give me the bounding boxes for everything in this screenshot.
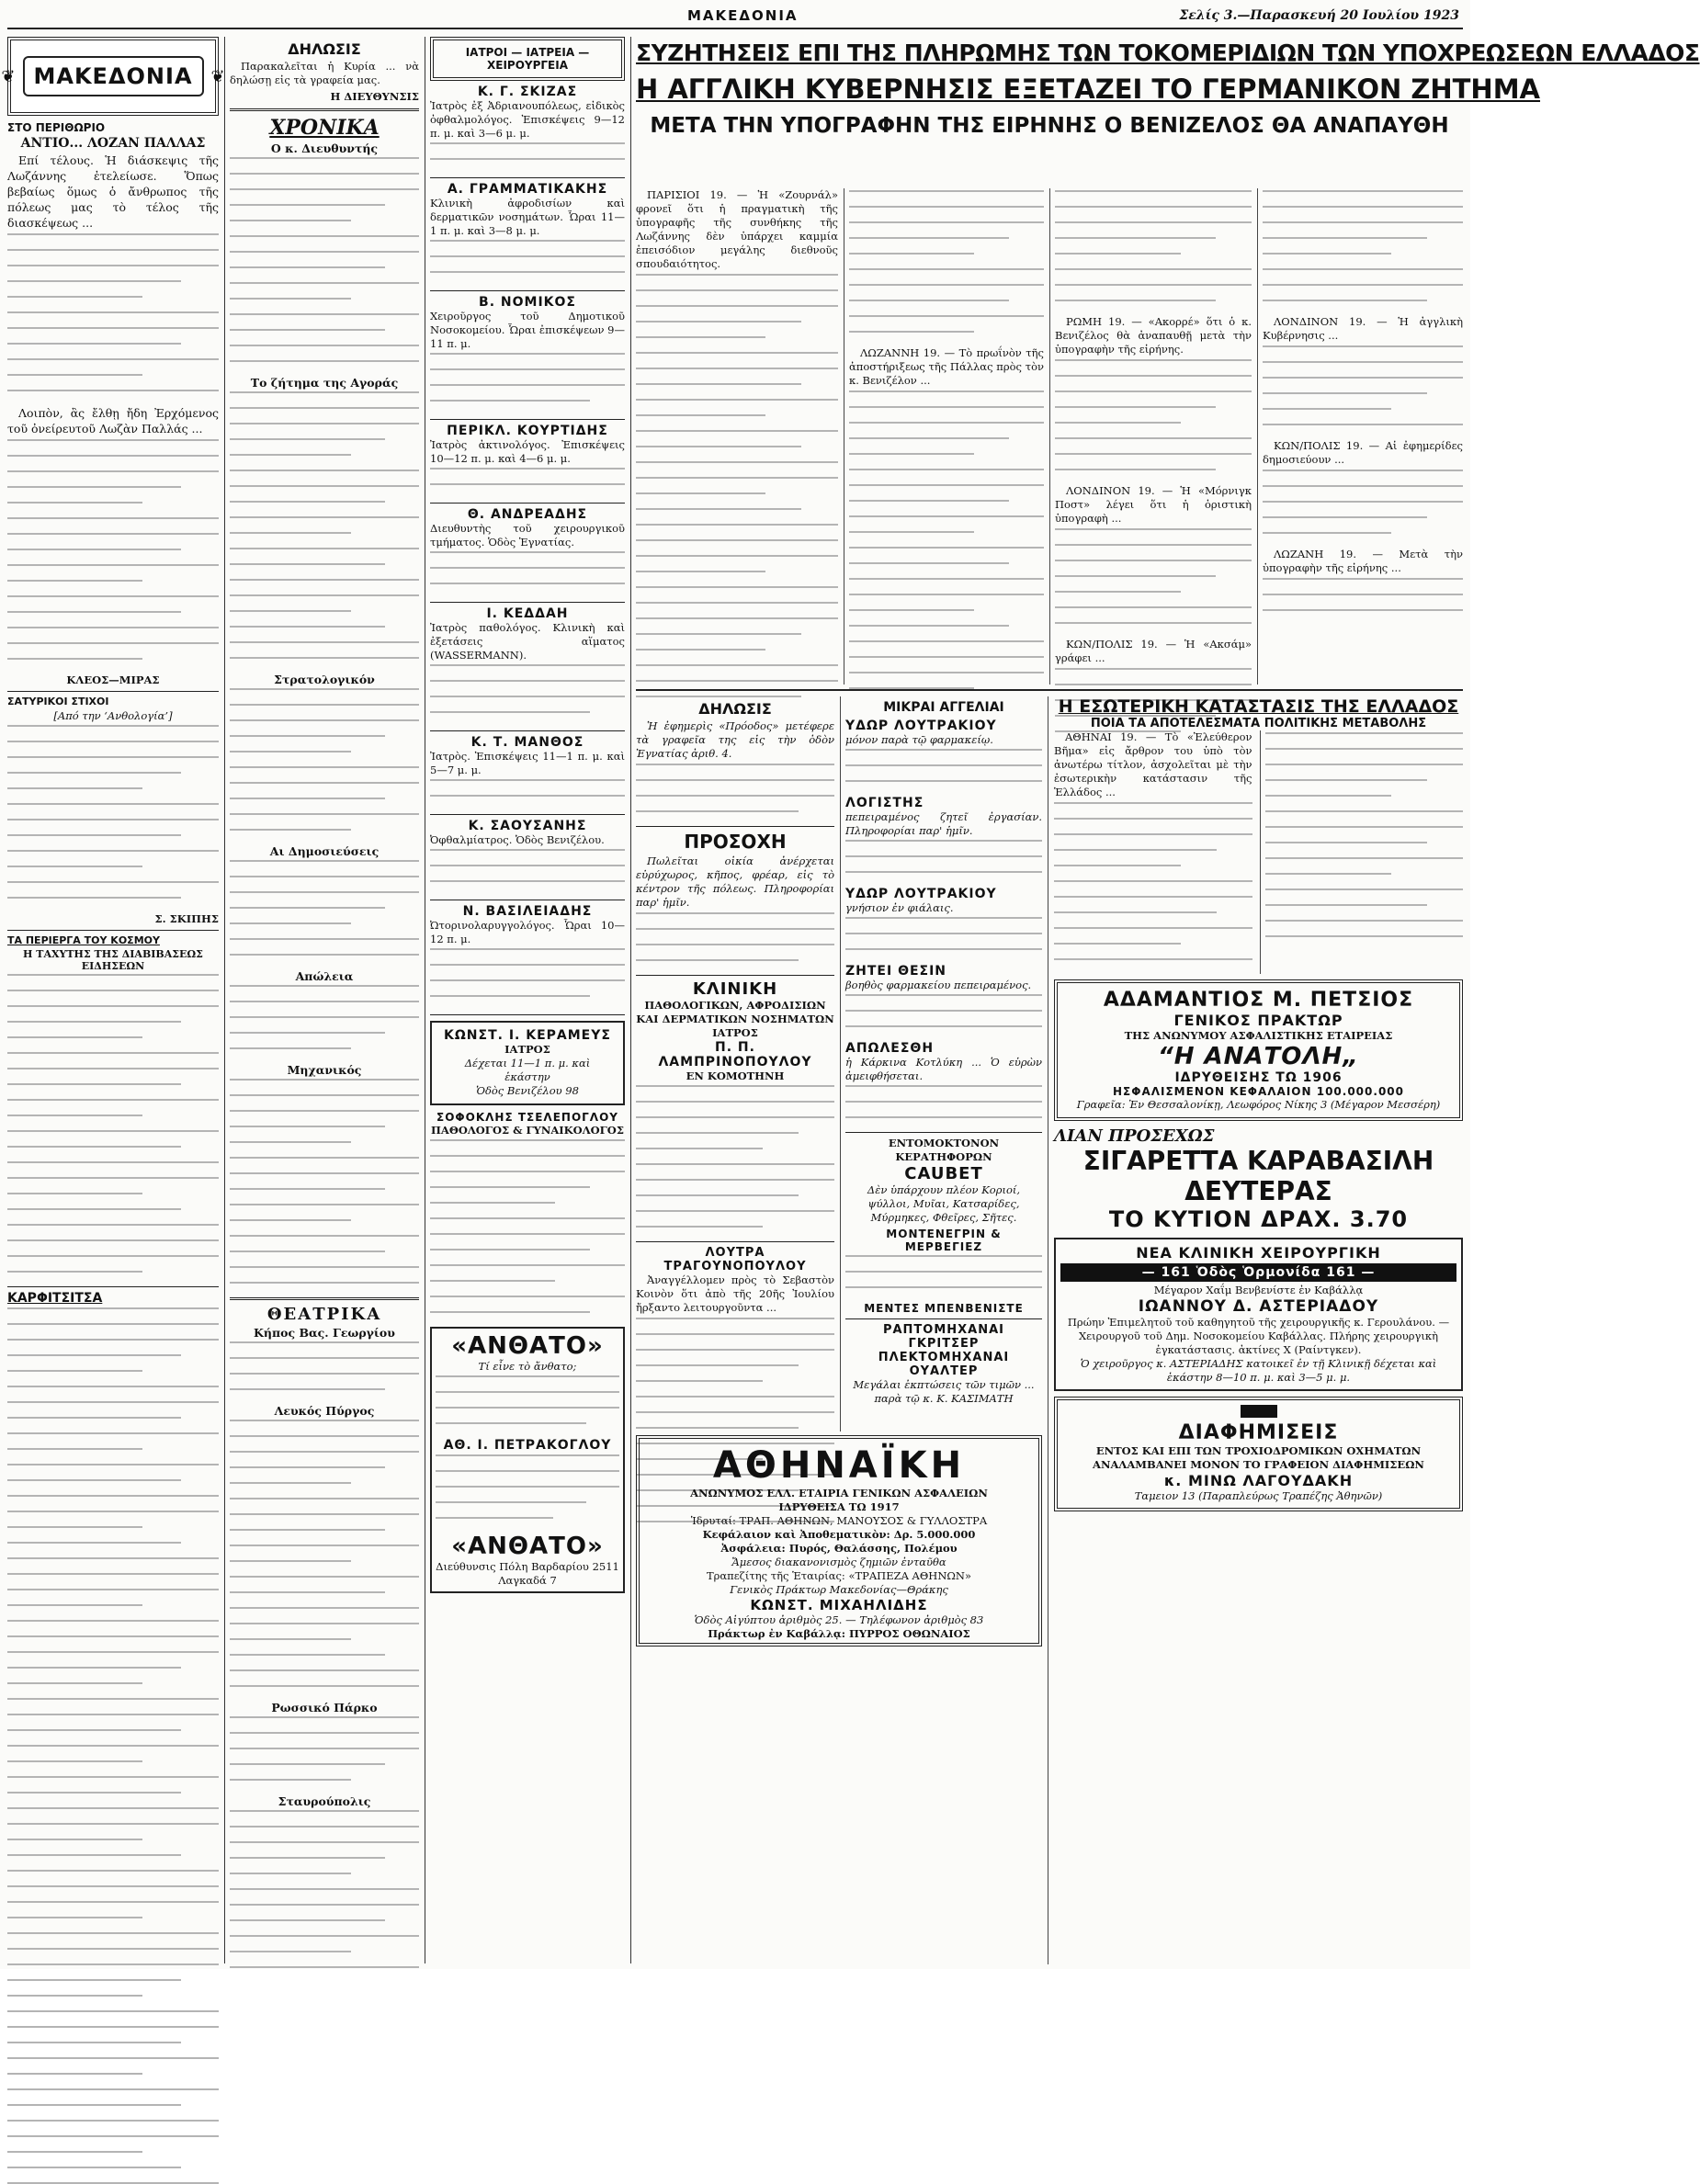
article-subtitle: ΠΟΙΑ ΤΑ ΑΠΟΤΕΛΕΣΜΑΤΑ ΠΟΛΙΤΙΚΗΣ ΜΕΤΑΒΟΛΗΣ: [1090, 717, 1427, 730]
text-lines: [845, 1255, 1042, 1288]
ad-title: Ι. ΚΕΔΔΑΗ: [486, 606, 569, 621]
text-lines: [230, 1420, 419, 1687]
classified-heading: ΥΔΩΡ ΛΟΥΤΡΑΚΙΟΥ: [845, 887, 997, 901]
text-lines: [430, 849, 625, 882]
page-header: [7, 6, 1463, 29]
ad-title: “Η ΑΝΑΤΟΛΗ„: [1157, 1043, 1360, 1070]
ad-line: ΗΣΦΑΛΙΣΜΕΝΟΝ ΚΕΦΑΛΑΙΟΝ 100.000.000: [1113, 1085, 1404, 1098]
classified-item: [845, 964, 1042, 1027]
paragraph: ΡΩΜΗ 19. — «Ακορρέ» ὅτι ὁ κ. Βενιζέλος θὰ ἀναπαυθῇ μετὰ τὴν ὑπογραφὴν τῆς εἰρήνης.: [1055, 315, 1252, 356]
text-lines: [430, 468, 625, 485]
ad-body: Διευθυντὴς τοῦ χειρουργικοῦ τμήματος. Ὁδὸς Ἐγνατίας.: [430, 522, 625, 549]
paragraph: Ἀναγγέλλομεν πρὸς τὸ Σεβαστὸν Κοινὸν ὅτι ἀπὸ τῆς 20ῆς Ἰουλίου ἤρξαντο λειτουργοῦντα ...: [636, 1273, 834, 1314]
text-lines: [1263, 190, 1463, 301]
text-lines: [636, 912, 834, 961]
paragraph: Πωλεῖται οἰκία ἀνέρχεται εὐρύχωρος, κῆπος, φρέαρ, εἰς τὸ κέντρον τῆς πόλεως. Πληροφορίαι παρ' ἡμῖν.: [636, 854, 834, 909]
ad-raptomixanai: [845, 1323, 1042, 1406]
ad-line: Ὁδὸς Βενιζέλου 98: [476, 1084, 579, 1097]
text-lines: [430, 779, 625, 797]
item-heading: Το ζήτημα της Αγοράς: [250, 376, 399, 390]
dispatch: [1263, 548, 1463, 575]
classified-body: πεπειραμένος ζητεῖ ἐργασίαν. Πληροφορίαι παρ' ἡμῖν.: [845, 810, 1042, 837]
section-title: ΔΗΛΩΣΙΣ: [288, 40, 361, 58]
classified-heading: ΛΟΓΙΣΤΗΣ: [845, 796, 924, 810]
ad-title: Κ. Γ. ΣΚΙΖΑΣ: [477, 85, 578, 99]
ad-title: «ΑΝΘΑΤΟ»: [451, 1332, 604, 1360]
divider: [636, 826, 834, 827]
ad-body: Ἰατρὸς παθολόγος. Κλινικὴ καὶ ἐξετάσεις αἵματος (WASSERMANN).: [430, 621, 625, 662]
article-body: [7, 153, 219, 660]
doctor-ad: [430, 178, 625, 291]
dispatch: [1055, 484, 1252, 526]
ad-diafimiseis: [1054, 1397, 1463, 1511]
paragraph: ΑΘΗΝΑΙ 19. — Τὸ «Ἐλεύθερον Βῆμα» εἰς ἄρθρον του ὑπὸ τὸν ἀνωτέρω τίτλον, ἀσχολεῖται μὲ τὴν ἐσωτερικὴν κατάστασιν τῆς Ἑλλάδος ...: [1054, 730, 1252, 798]
text-lines: [1263, 345, 1463, 425]
ad-subtitle: ΑΝΩΝΥΜΟΣ ΕΛΛ. ΕΤΑΙΡΙΑ ΓΕΝΙΚΩΝ ΑΣΦΑΛΕΙΩΝ: [690, 1487, 988, 1499]
dispatch: [1055, 315, 1252, 356]
ad-caubet: [845, 1137, 1042, 1315]
classified-item: [845, 719, 1042, 782]
dispatch: [1263, 315, 1463, 343]
ad-line: Πράκτωρ ἐν Καβάλλᾳ: ΠΥΡΡΟΣ ΟΘΩΝΑΙΟΣ: [708, 1627, 970, 1640]
ad-title: ΚΩΝΣΤ. ΜΙΧΑΗΛΙΔΗΣ: [750, 1597, 928, 1613]
notice-signature: Η ΔΙΕΥΘΥΝΣΙΣ: [330, 90, 419, 103]
text-lines: [7, 974, 219, 1273]
paragraph: ΠΑΡΙΣΙΟΙ 19. — Ἡ «Ζουρνάλ» φρονεῖ ὅτι ἡ πραγματικὴ τῆς ὑπογραφῆς τῆς συνθήκης τῆς Λωζάννης δὲν ὑπάρχει καμμία ἐπεισόδιον μεγάλης διεθνοῦς σπουδαιότητος.: [636, 188, 838, 270]
article-col: [1054, 730, 1252, 974]
divider: [845, 1132, 1042, 1133]
ad-line: ΙΔΡΥΘΕΙΣΗΣ ΤΩ 1906: [1174, 1070, 1343, 1085]
text-lines: [430, 240, 625, 273]
ad-title: ΙΩΑΝΝΟΥ Δ. ΑΣΤΕΡΙΑΔΟΥ: [1138, 1297, 1379, 1316]
notice-body: [636, 719, 834, 761]
ad-subtitle: ΠΑΘΟΛΟΓΙΚΩΝ, ΑΦΡΟΔΙΣΙΩΝ ΚΑΙ ΔΕΡΜΑΤΙΚΩΝ ΝΟΣΗΜΑΤΩΝ: [636, 999, 834, 1025]
right-column: [1048, 696, 1463, 1964]
item-heading: Λευκός Πύργος: [274, 1404, 375, 1418]
dispatch: [1055, 638, 1252, 665]
text-lines: [230, 157, 419, 362]
text-lines: [430, 551, 625, 584]
ad-teaser: ΛΙΑΝ ΠΡΟΣΕΧΩΣ: [1054, 1126, 1215, 1146]
ad-line: Γενικὸς Πράκτωρ Μακεδονίας—Θράκης: [730, 1583, 948, 1596]
text-lines: [1263, 470, 1463, 534]
paragraph: Παρακαλεῖται ἡ Κυρία ... νὰ δηλώσῃ εἰς τὰ γραφεία μας.: [230, 60, 419, 86]
ad-cigarette: [1054, 1146, 1463, 1232]
section-title: ΘΕΑΤΡΙΚΑ: [266, 1305, 382, 1324]
doctor-ad: [430, 900, 625, 1015]
doctor-ad: [430, 731, 625, 815]
ad-title: κ. ΜΙΝΩ ΛΑΓΟΥΔΑΚΗ: [1163, 1472, 1354, 1489]
ad-anthato: [430, 1327, 625, 1593]
ad-title: ΛΟΥΤΡΑ ΤΡΑΓΟΥΝΟΠΟΥΛΟΥ: [663, 1246, 807, 1273]
column-3: [430, 37, 625, 1964]
ad-line: Ὁ χειροῦργος κ. ΑΣΤΕΡΙΑΔΗΣ κατοικεῖ ἐν τῇ Κλινικῇ δέχεται καὶ ἑκάστην 8—10 π. μ. καὶ 3—5 μ. μ.: [1080, 1357, 1437, 1384]
ad-title: Κ. ΣΑΟΥΣΑΝΗΣ: [468, 819, 587, 833]
dispatch: [636, 188, 838, 271]
divider: [7, 1286, 219, 1287]
classified-list: [845, 719, 1042, 1118]
divider: [636, 975, 834, 976]
ad-nea-kliniki: [1054, 1238, 1463, 1391]
ad-title: ΜΕΝΤΕΣ ΜΠΕΝΒΕΝΙΣΤΕ: [864, 1302, 1024, 1315]
headline-3: ΜΕΤΑ ΤΗΝ ΥΠΟΓΡΑΦΗΝ ΤΗΣ ΕΙΡΗΝΗΣ Ο ΒΕΝΙΖΕΛΟΣ ΘΑ ΑΝΑΠΑΥΘΗ: [650, 114, 1449, 138]
ad-line: ΑΝΑΛΑΜΒΑΝΕΙ ΜΟΝΟΝ ΤΟ ΓΡΑΦΕΙΟΝ ΔΙΑΦΗΜΙΣΕΩΝ: [1093, 1458, 1424, 1471]
classified-item: [845, 887, 1042, 950]
text-lines: [430, 1139, 625, 1313]
ad-body: Χειροῦργος τοῦ Δημοτικοῦ Νοσοκομείου. Ὧραι ἐπισκέψεων 9—11 π. μ.: [430, 310, 625, 350]
item-heading: Απώλεια: [295, 969, 354, 983]
ad-body: Ὠτορινολαρυγγολόγος. Ὧραι 10—12 π. μ.: [430, 919, 625, 945]
doctor-ad: [430, 603, 625, 731]
ad-subtitle: ΤΟ ΚΥΤΙΟΝ ΔΡΑΧ. 3.70: [1108, 1206, 1409, 1232]
ad-title: ΠΕΡΙΚΛ. ΚΟΥΡΤΙΔΗΣ: [447, 424, 608, 438]
ornament-icon: ❦: [1, 66, 16, 86]
main-col-2: [844, 188, 1044, 685]
section-title: ΔΗΛΩΣΙΣ: [698, 700, 772, 718]
article-col: [1260, 730, 1464, 974]
text-lines: [1263, 578, 1463, 611]
text-lines: [430, 142, 625, 160]
text-lines: [1055, 528, 1252, 624]
ad-subtitle: ΓΕΝΙΚΟΣ ΠΡΑΚΤΩΡ: [1173, 1012, 1343, 1029]
ad-line: Ταμειον 13 (Παραπλεύρως Τραπέζης Ἀθηνῶν): [1134, 1489, 1383, 1502]
doctor-ad: [430, 420, 625, 504]
article-columns: [1054, 730, 1463, 974]
article-body: [7, 974, 219, 1273]
ad-subtitle: ΠΑΘΟΛΟΓΟΣ & ΓΥΝΑΙΚΟΛΟΓΟΣ: [431, 1124, 624, 1137]
header-paper-name: ΜΑΚΕΔΟΝΙΑ: [687, 7, 799, 24]
ad-line: Ἀσφάλεια: Πυρός, Θαλάσσης, Πολέμου: [720, 1542, 958, 1555]
ad-line: Κεφάλαιον καὶ Ἀποθεματικὸν: Δρ. 5.000.000: [702, 1528, 976, 1541]
ornament-icon: ❦: [210, 66, 225, 86]
ad-body: Ὀφθαλμίατρος. Ὁδὸς Βενιζέλου.: [430, 833, 605, 846]
text-lines: [230, 1079, 419, 1284]
text-lines: [230, 391, 419, 659]
ad-title: ΠΛΕΚΤΟΜΗΧΑΝΑΙ ΟΥΑΛΤΕΡ: [878, 1351, 1010, 1378]
text-lines: [845, 840, 1042, 873]
paragraph: ΚΩΝ/ΠΟΛΙΣ 19. — Ἡ «Ακσάμ» γράφει ...: [1055, 638, 1252, 664]
text-lines: [845, 1085, 1042, 1118]
dispatch: [849, 346, 1044, 388]
ad-line: ΕΝΤΟΣ ΚΑΙ ΕΠΙ ΤΩΝ ΤΡΟΧΙΟΔΡΟΜΙΚΩΝ ΟΧΗΜΑΤΩΝ: [1095, 1444, 1422, 1457]
ad-title: ΔΙΑΦΗΜΙΣΕΙΣ: [1178, 1421, 1339, 1444]
ad-body: Κλινικὴ ἀφροδισίων καὶ δερματικῶν νοσημάτων. Ὧραι 11—1 π. μ. καὶ 3—8 μ. μ.: [430, 197, 625, 237]
text-lines: [230, 1341, 419, 1390]
ad-title: Θ. ΑΝΔΡΕΑΔΗΣ: [467, 507, 588, 522]
ad-petsios: [1054, 979, 1463, 1121]
section-title: ΣΑΤΥΡΙΚΟΙ ΣΤΙΧΟΙ: [7, 696, 109, 707]
ad-line: Τί εἶνε τὸ ἄνθατο;: [478, 1360, 577, 1373]
ad-line: ΤΗΣ ΑΝΩΝΥΜΟΥ ΑΣΦΑΛΙΣΤΙΚΗΣ ΕΤΑΙΡΕΙΑΣ: [1124, 1029, 1393, 1042]
item-heading: Μηχανικός: [287, 1063, 362, 1077]
column-rule: [630, 37, 631, 1963]
headline-2: Η ΑΓΓΛΙΚΗ ΚΥΒΕΡΝΗΣΙΣ ΕΞΕΤΑΖΕΙ ΤΟ ΓΕΡΜΑΝΙΚΟΝ ΖΗΤΗΜΑ: [636, 74, 1541, 105]
classified-heading: ΥΔΩΡ ΛΟΥΤΡΑΚΙΟΥ: [845, 719, 997, 733]
ad-body: Ἰατρὸς ἀκτινολόγος. Ἐπισκέψεις 10—12 π. μ. καὶ 4—6 μ. μ.: [430, 438, 625, 465]
main-headlines: [636, 37, 1700, 184]
text-lines: [636, 764, 834, 812]
divider: [845, 1318, 1042, 1319]
verse-subtitle: [Από την ‘Ανθολογία’]: [53, 709, 173, 722]
ad-title: Β. ΝΟΜΙΚΟΣ: [479, 295, 576, 310]
text-lines: [230, 1716, 419, 1781]
doctor-ad: [430, 81, 625, 178]
classified-heading: ΑΠΩΛΕΣΘΗ: [845, 1041, 935, 1056]
text-lines: [436, 1375, 619, 1424]
ad-subtitle: ΙΑΤΡΟΣ: [504, 1043, 550, 1056]
section-title: ΜΙΚΡΑΙ ΑΓΓΕΛΙΑΙ: [883, 700, 1004, 715]
ad-body: Ἰατρὸς ἐξ Ἀδριανουπόλεως, εἰδικὸς ὀφθαλμολόγος. Ἐπισκέψεις 9—12 π. μ. καὶ 3—6 μ. μ.: [430, 99, 625, 140]
ad-line: ΙΔΡΥΘΕΙΣΑ ΤΩ 1917: [778, 1500, 900, 1513]
text-lines: [436, 1454, 619, 1519]
classified-item: [845, 796, 1042, 873]
main-col-3: [1049, 188, 1252, 685]
ad-title: ΑΘ. Ι. ΠΕΤΡΑΚΟΓΛΟΥ: [443, 1438, 612, 1453]
mid-left-column: [636, 696, 834, 1431]
ad-line: ΙΑΤΡΟΣ: [712, 1026, 758, 1039]
text-lines: [849, 190, 1044, 333]
ad-body: [636, 1273, 834, 1315]
divider: [7, 930, 219, 931]
ad-tselepoglou: [430, 1111, 625, 1313]
text-lines: [430, 353, 625, 402]
main-col-4: [1257, 188, 1463, 685]
paragraph: Επί τέλους. Ἡ διάσκεψις τῆς Λωζάννης ἐτελείωσε. Ὅπως βεβαίως ὅμως ὁ ἄνθρωπος τῆς πόλεως μας τὸ τέλος τῆς διασκέψεως ...: [7, 153, 219, 230]
ad-title: ΣΟΦΟΚΛΗΣ ΤΣΕΛΕΠΟΓΛΟΥ: [436, 1111, 618, 1124]
ad-body: Ἰατρὸς. Ἐπισκέψεις 11—1 π. μ. καὶ 5—7 μ. μ.: [430, 750, 625, 776]
mid-center-column: [840, 696, 1042, 1431]
classified-body: μόνον παρὰ τῷ φαρμακείῳ.: [845, 733, 993, 746]
text-lines: [230, 985, 419, 1049]
ad-title: «ΑΝΘΑΤΟ»: [451, 1533, 604, 1560]
classified-body: ἡ Κάρκινα Κοτλύκη ... Ὁ εὑρὼν ἀμειφθήσεται.: [845, 1056, 1042, 1082]
section-title: ΤΑ ΠΕΡΙΕΡΓΑ ΤΟΥ ΚΟΣΜΟΥ: [7, 934, 160, 946]
text-lines: [1055, 359, 1252, 470]
ad-line: Ἱδρυταί: ΤΡΑΠ. ΑΘΗΝΩΝ, ΜΑΝΟΥΣΟΣ & ΓΥΛΛΟΣΤΡΑ: [690, 1514, 988, 1527]
ad-line: Μέγαρον Χαΐμ Βενβενίστε ἐν Καβάλλᾳ: [1153, 1284, 1364, 1296]
ad-title: ΡΑΠΤΟΜΗΧΑΝΑΙ ΓΚΡΙΤΣΕΡ: [882, 1323, 1005, 1351]
item-heading: Σταυρούπολις: [278, 1794, 371, 1808]
ad-line: ἑκάστην: [504, 1070, 550, 1083]
ad-line: Μεγάλαι ἐκπτώσεις τῶν τιμῶν ... παρὰ τῷ κ. Κ. ΚΑΣΙΜΑΤΗ: [853, 1378, 1035, 1405]
text-lines: [430, 948, 625, 997]
paragraph: ΛΟΝΔΙΝΟΝ 19. — Ἡ ἀγγλικὴ Κυβέρνησις ...: [1263, 315, 1463, 342]
text-lines: [7, 1307, 219, 2184]
classified-item: [845, 1041, 1042, 1118]
article-title: Η ΕΣΩΤΕΡΙΚΗ ΚΑΤΑΣΤΑΣΙΣ ΤΗΣ ΕΛΛΑΔΟΣ: [1058, 696, 1459, 717]
divider: [636, 689, 1463, 691]
section-title: ΠΡΟΣΟΧΗ: [684, 831, 787, 853]
ad-line: Διεύθυνσις Πόλη Βαρδαρίου 2511 Λαγκαδά 7: [436, 1560, 619, 1587]
ad-line: Ὁδὸς Αἰγύπτου ἀριθμὸς 25. — Τηλέφωνον ἀριθμὸς 83: [694, 1613, 984, 1626]
headline-1: ΣΥΖΗΤΗΣΕΙΣ ΕΠΙ ΤΗΣ ΠΛΗΡΩΜΗΣ ΤΩΝ ΤΟΚΟΜΕΡΙΔΙΩΝ ΤΩΝ ΥΠΟΧΡΕΩΣΕΩΝ ΕΛΛΑΔΟΣ: [636, 40, 1700, 66]
column-2: [230, 37, 419, 1964]
notice-body: [230, 60, 419, 87]
ad-title: ΣΙΓΑΡΕΤΤΑ ΚΑΡΑΒΑΣΙΛΗ ΔΕΥΤΕΡΑΣ: [1082, 1146, 1434, 1206]
masthead-banner: [1, 37, 225, 116]
ad-title: ΚΛΙΝΙΚΗ: [692, 979, 778, 999]
text-lines: [849, 390, 1044, 689]
paragraph: ΛΩΖΑΝΝΗ 19. — Τὸ πρωΐνὸν τῆς ἀποστήριξεως τῆς Πάλλας πρὸς τὸν κ. Βενιζέλον ...: [849, 346, 1044, 387]
doctors-banner: ΙΑΤΡΟΙ — ΙΑΤΡΕΙΑ — ΧΕΙΡΟΥΡΓΕΙΑ: [430, 37, 625, 81]
notice-body: [636, 854, 834, 910]
item-heading: Κήπος Βας. Γεωργίου: [254, 1326, 395, 1340]
classified-body: βοηθὸς φαρμακείου πεπειραμένος.: [845, 979, 1032, 991]
verse-signature: Σ. ΣΚΙΠΗΣ: [154, 912, 219, 925]
ad-title: ΝΕΑ ΚΛΙΝΙΚΗ ΧΕΙΡΟΥΡΓΙΚΗ: [1136, 1244, 1381, 1262]
text-lines: [636, 274, 838, 697]
text-lines: [1055, 190, 1252, 301]
divider: [636, 1241, 834, 1242]
item-heading: Ο κ. Διευθυντής: [270, 141, 379, 155]
header-date: Σελίς 3.—Παρασκευή 20 Ιουλίου 1923: [1179, 8, 1459, 23]
ad-title: ΚΩΝΣΤ. Ι. ΚΕΡΑΜΕΥΣ: [444, 1028, 611, 1043]
ad-line: ΕΝ ΚΟΜΟΤΗΝΗ: [686, 1069, 785, 1082]
text-lines: [7, 439, 219, 660]
dispatch: [1054, 730, 1252, 799]
article-title: ΑΝΤΙΟ... ΛΟΖΑΝ ΠΑΛΛΑΣ: [20, 136, 206, 151]
verse-body: [7, 725, 219, 899]
item-heading: Αι Δημοσιεύσεις: [269, 844, 380, 858]
ad-line: Δὲν ὑπάρχουν πλέον Κοριοί, ψύλλοι, Μυῖαι, Κατσαρίδες, Μύρμηκες, Φθεῖρες, Σῆτες.: [867, 1183, 1021, 1224]
ad-title: ΑΔΑΜΑΝΤΙΟΣ Μ. ΠΕΤΣΙΟΣ: [1103, 989, 1414, 1012]
doctor-ad: [430, 504, 625, 603]
doctor-ads: [430, 81, 625, 1015]
ornament-icon: [1241, 1405, 1277, 1418]
text-lines: [1054, 802, 1252, 960]
ad-line: Τραπεζίτης τῆς Ἑταιρίας: «ΤΡΑΠΕΖΑ ΑΘΗΝΩΝ»: [706, 1569, 972, 1582]
ad-line: Δέχεται 11—1 π. μ. καὶ: [464, 1057, 591, 1069]
text-lines: [845, 917, 1042, 950]
ad-title: Ν. ΒΑΣΙΛΕΙΑΔΗΣ: [462, 904, 593, 919]
text-lines: [845, 749, 1042, 782]
dispatch: [1263, 439, 1463, 467]
text-lines: [7, 725, 219, 899]
ad-subtitle: ΕΝΤΟΜΟΚΤΟΝΟΝ ΚΕΡΑΤΗΦΟΡΩΝ: [888, 1137, 1000, 1163]
text-lines: [430, 664, 625, 713]
masthead-title: ΜΑΚΕΔΟΝΙΑ: [23, 56, 204, 96]
text-lines: [230, 1810, 419, 1968]
article-body: [7, 1307, 219, 2184]
ad-klinikh: [636, 979, 834, 1083]
text-lines: [7, 233, 219, 391]
column-1: [1, 37, 225, 1964]
ad-title: Π. Π. ΛΑΜΠΡΙΝΟΠΟΥΛΟΥ: [658, 1040, 812, 1069]
paragraph: Λοιπὸν, ἂς ἔλθῃ ἤδη Ἐρχόμενος τοῦ ὀνείρευτοῦ Λωζὰν Παλλάς ...: [7, 406, 219, 436]
main-col-1: [636, 188, 838, 685]
ad-address: — 161 Ὁδὸς Ὁρμονίδα 161 —: [1060, 1263, 1456, 1282]
text-lines: [230, 688, 419, 831]
section-title: ΧΡΟΝΙΚΑ: [269, 116, 380, 140]
section-title: ΣΤΟ ΠΕΡΙΘΩΡΙΟ: [7, 121, 106, 134]
ad-title: ΑΘΗΝΑΪΚΗ: [712, 1444, 966, 1487]
section-title: ΚΑΡΦΙΤΣΙΤΣΑ: [7, 1291, 103, 1306]
doctor-ad: [430, 291, 625, 420]
divider: [230, 108, 419, 111]
text-lines: [636, 1085, 834, 1228]
paragraph: Ἡ ἐφημερὶς «Πρόοδος» μετέφερε τὰ γραφεῖα της εἰς τὴν ὁδὸν Ἐγνατίας ἀριθ. 4.: [636, 719, 834, 760]
item-heading: Στρατολογικόν: [274, 673, 375, 686]
paragraph: ΚΩΝ/ΠΟΛΙΣ 19. — Αἱ ἐφημερίδες δημοσιεύουν ...: [1263, 439, 1463, 466]
doctor-ad: [430, 815, 625, 900]
classified-heading: ΖΗΤΕΙ ΘΕΣΙΝ: [845, 964, 947, 979]
ad-title: Α. ΓΡΑΜΜΑΤΙΚΑΚΗΣ: [447, 182, 608, 197]
text-lines: [845, 994, 1042, 1027]
item-heading: Ρωσσικό Πάρκο: [271, 1701, 378, 1714]
text-lines: [1265, 732, 1464, 937]
ad-title: Κ. Τ. ΜΑΝΘΟΣ: [470, 735, 584, 750]
paragraph: ΛΩΖΑΝΗ 19. — Μετὰ τὴν ὑπογραφὴν τῆς εἰρήνης ...: [1263, 548, 1463, 574]
ad-line: Ἄμεσος διακανονισμὸς ζημιῶν ἐνταῦθα: [731, 1556, 946, 1568]
divider: [230, 1297, 419, 1300]
paragraph: ΛΟΝΔΙΝΟΝ 19. — Ἡ «Μόρνιγκ Ποστ» λέγει ὅτι ἡ ὁριστικὴ ὑπογραφὴ ...: [1055, 484, 1252, 525]
ad-athinaiki: [636, 1435, 1042, 1646]
ad-title: CAUBET: [904, 1164, 983, 1183]
article-title: Η ΤΑΧΥΤΗΣ ΤΗΣ ΔΙΑΒΙΒΑΣΕΩΣ ΕΙΔΗΣΕΩΝ: [23, 948, 203, 972]
article-signature: ΚΛΕΟΣ—ΜΙΡΑΣ: [66, 673, 160, 686]
classified-body: γνήσιον ἐν φιάλαις.: [845, 901, 954, 914]
divider: [7, 691, 219, 692]
text-lines: [230, 860, 419, 956]
ad-kerameus: [430, 1021, 625, 1105]
column-rule: [224, 37, 225, 1963]
ad-line: Γραφεῖα: Ἐν Θεσσαλονίκῃ, Λεωφόρος Νίκης 3 (Μέγαρον Μεσσέρη): [1076, 1098, 1441, 1111]
ad-title: ΜΟΝΤΕΝΕΓΡΙΝ & ΜΕΡΒΕΓΙΕΖ: [886, 1228, 1002, 1253]
ad-body: Πρώην Ἐπιμελητοῦ τοῦ καθηγητοῦ τῆς χειρουργικῆς κ. Γερουλάνου. — Χειρουργοῦ τοῦ Δημ. Νοσοκομείου Καβάλλας. Πλήρης χειρουργικὴ ἐγκατάστασις. ἀκτίνες Χ (Ραίντγκεν).: [1067, 1316, 1450, 1356]
